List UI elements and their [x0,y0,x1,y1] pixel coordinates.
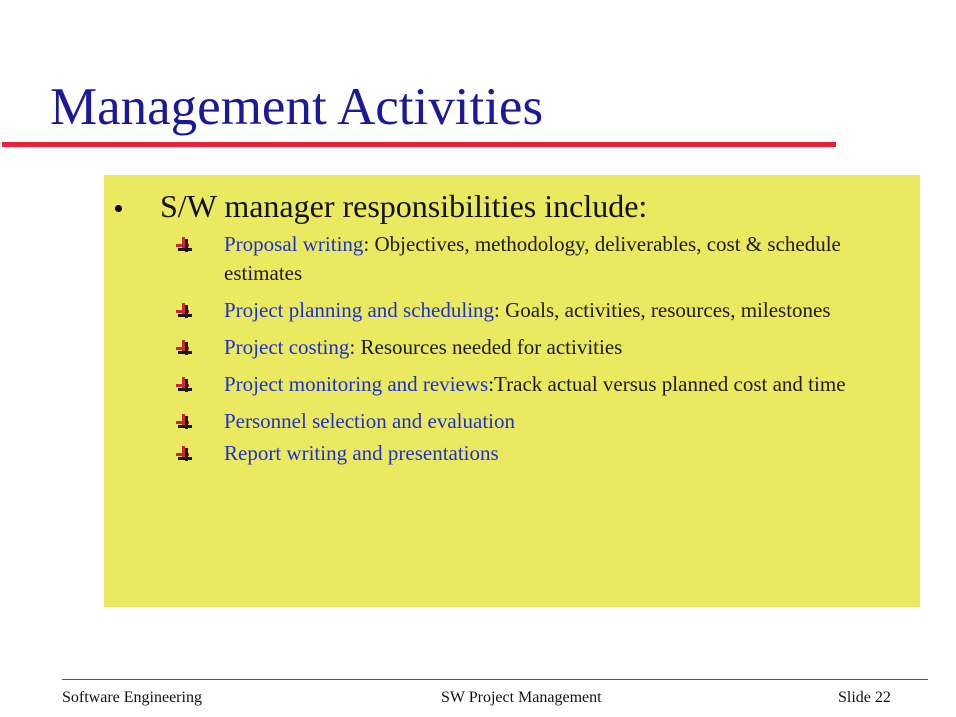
sub-bullet-icon [176,303,194,319]
slide-title: Management Activities [50,78,544,136]
title-underline [2,142,836,147]
item-description: Resources needed for activities [360,335,623,359]
item-description: Goals, activities, resources, milestones [505,298,831,322]
item-separator: : [488,372,495,396]
sub-item-project-monitoring [176,370,911,399]
footer-slide-number: Slide 22 [838,689,891,706]
item-term: Proposal writing [224,232,364,256]
item-separator: : [363,232,375,256]
item-term: Project planning and scheduling [224,298,495,322]
footer-divider [62,679,928,680]
sub-item-project-planning [176,296,911,325]
sub-bullet-icon [176,340,194,356]
sub-bullet-list [176,230,911,476]
item-separator: : [494,298,506,322]
sub-item-project-costing [176,333,911,362]
main-bullet-text: S/W manager responsibilities include: [160,188,648,224]
item-term: Project costing [224,335,350,359]
sub-item-proposal-writing [176,230,911,288]
sub-bullet-icon [176,237,194,253]
sub-item-personnel-selection [176,407,911,436]
item-separator: : [349,335,361,359]
sub-bullet-icon [176,377,194,393]
item-term: Personnel selection and evaluation [224,409,515,433]
footer-topic: SW Project Management [441,689,602,706]
footer-course-name: Software Engineering [62,689,202,706]
item-description: Track actual versus planned cost and time [494,372,846,396]
sub-bullet-icon [176,446,194,462]
item-term: Report writing and presentations [224,441,499,465]
sub-bullet-icon [176,414,194,430]
item-term: Project monitoring and reviews [224,372,489,396]
sub-item-report-writing [176,439,911,468]
main-bullet-dot [115,205,122,212]
item-description: Objectives, methodology, deliverables, cost & schedule estimates [224,232,841,285]
